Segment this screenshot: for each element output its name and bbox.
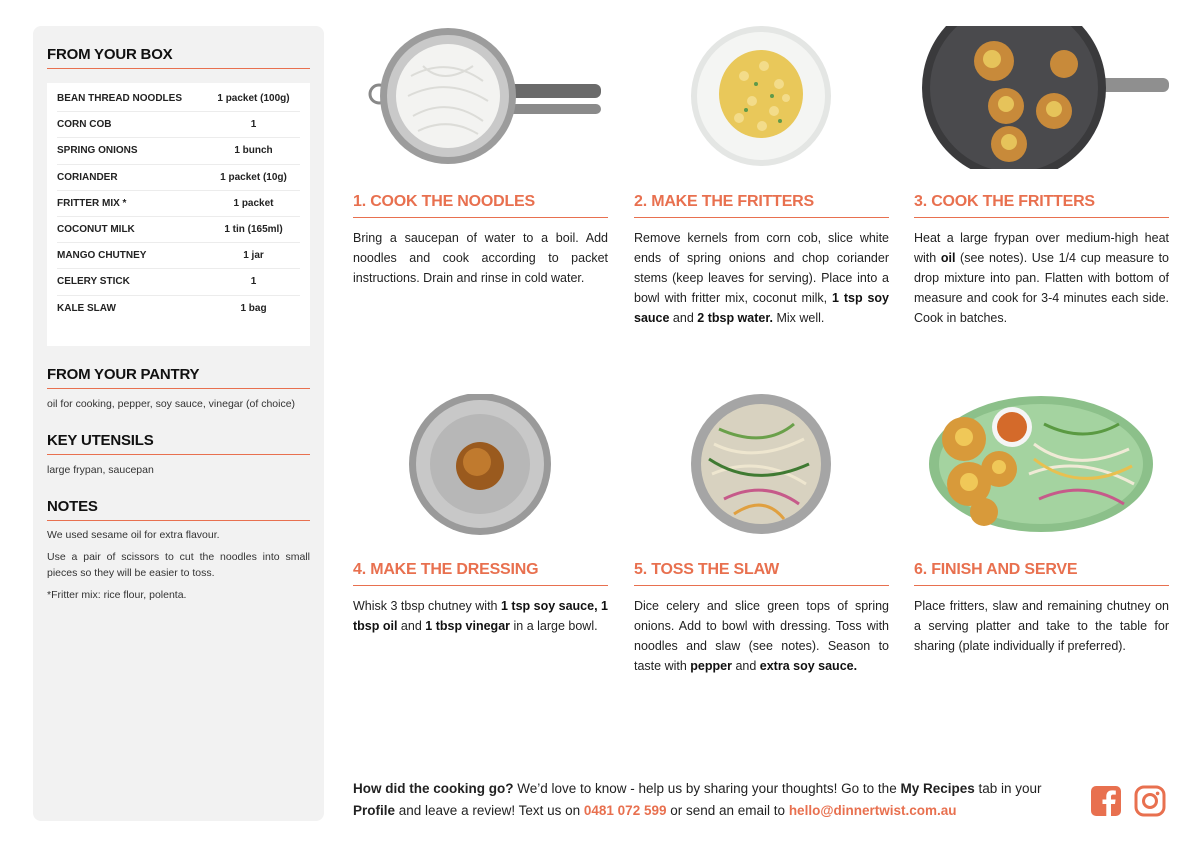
step-6-title: 6. FINISH AND SERVE (914, 561, 1169, 586)
step-5-title: 5. TOSS THE SLAW (634, 561, 889, 586)
contact-link[interactable]: 0481 072 599 (583, 803, 667, 818)
noodles-strainer-photo (353, 26, 608, 169)
ingredient-quantity: 1 packet (10g) (220, 171, 287, 183)
ingredient-row (57, 191, 300, 217)
box-title: FROM YOUR BOX (47, 46, 310, 69)
ingredient-quantity: 1 (250, 119, 257, 131)
text-run: and (731, 659, 760, 673)
ingredient-name: BEAN THREAD NOODLES (57, 93, 183, 105)
ingredient-quantity: 1 tin (165ml) (224, 224, 283, 236)
text-run: 1 tsp soy sauce, 1 tbsp oil (353, 599, 608, 633)
note-3: *Fritter mix: rice flour, polenta. (47, 588, 187, 601)
ingredient-row (57, 86, 300, 112)
step-3-title: 3. COOK THE FRITTERS (914, 193, 1169, 218)
text-run: How did the cooking go? (353, 781, 514, 796)
text-run: Remove kernels from corn cob, slice white ends of spring onions and chop coriander stems (keep leaves for serving). Place into a bowl with fritter mix, coconut milk, (634, 231, 889, 305)
ingredient-quantity: 1 packet (233, 197, 274, 209)
step-4-title: 4. MAKE THE DRESSING (353, 561, 608, 586)
step-4 (353, 394, 608, 636)
step-5-text (634, 596, 889, 676)
ingredient-row (57, 165, 300, 191)
pantry-section (47, 366, 310, 412)
step-4-text (353, 596, 608, 636)
text-run: and leave a review! Text us on (395, 803, 584, 818)
ingredient-name: KALE SLAW (57, 303, 116, 315)
text-run: tab in your (974, 781, 1042, 796)
review-footer (353, 778, 1078, 822)
step-3 (914, 26, 1169, 328)
step-2 (634, 26, 889, 328)
utensils-title: KEY UTENSILS (47, 432, 310, 455)
step-1-title: 1. COOK THE NOODLES (353, 193, 608, 218)
ingredient-name: CORN COB (57, 119, 112, 131)
ingredient-row (57, 112, 300, 138)
step-2-title: 2. MAKE THE FRITTERS (634, 193, 889, 218)
instagram-icon[interactable] (1134, 785, 1166, 817)
note-2: Use a pair of scissors to cut the noodles into small pieces so they will be easier to toss. (47, 550, 310, 579)
text-run: Dice celery and slice green tops of spring onions. Add to bowl with dressing. Toss with noodles and slaw (see notes). Season to taste with (634, 599, 889, 673)
step-1-text (353, 228, 608, 288)
ingredient-name: CELERY STICK (57, 276, 130, 288)
ingredient-name: SPRING ONIONS (57, 145, 138, 157)
text-run: or send an email to (666, 803, 789, 818)
ingredient-quantity: 1 packet (100g) (217, 93, 290, 105)
ingredient-quantity: 1 bunch (234, 145, 273, 157)
note-1: We used sesame oil for extra flavour. (47, 528, 220, 541)
step-3-text (914, 228, 1169, 328)
ingredient-name: CORIANDER (57, 171, 118, 183)
text-run: Heat a large frypan over medium-high heat with (914, 231, 1169, 265)
utensils-section (47, 432, 310, 478)
step-1 (353, 26, 608, 288)
fritter-mix-bowl-photo (634, 26, 889, 169)
text-run: (see notes). Use 1/4 cup measure to drop mixture into pan. Flatten with bottom of measure and cook for 3-4 minutes each side. Cook in batches. (914, 251, 1169, 325)
ingredient-quantity: 1 jar (243, 250, 264, 262)
contact-link[interactable]: hello@dinnertwist.com.au (788, 803, 957, 818)
pantry-text: oil for cooking, pepper, soy sauce, vinegar (of choice) (47, 397, 296, 410)
ingredient-name: MANGO CHUTNEY (57, 250, 147, 262)
ingredient-row (57, 243, 300, 269)
text-run: 2 tbsp water. (697, 311, 773, 325)
ingredients-sidebar (33, 26, 324, 821)
text-run: My Recipes (900, 781, 975, 796)
ingredient-row (57, 217, 300, 243)
serving-platter-photo (914, 394, 1169, 537)
notes-section (47, 498, 310, 603)
text-run: Bring a saucepan of water to a boil. Add noodles and cook according to packet instructions. Drain and rinse in cold water. (353, 231, 608, 285)
text-run: oil (940, 251, 956, 265)
ingredient-name: COCONUT MILK (57, 224, 135, 236)
ingredient-quantity: 1 (250, 276, 257, 288)
utensils-text: large frypan, saucepan (47, 463, 154, 476)
step-6 (914, 394, 1169, 656)
text-run: 1 tsp soy sauce (634, 291, 889, 325)
ingredient-name: FRITTER MIX * (57, 197, 127, 209)
text-run: Mix well. (773, 311, 825, 325)
fritters-in-pan-photo (914, 26, 1169, 169)
step-5 (634, 394, 889, 676)
pantry-title: FROM YOUR PANTRY (47, 366, 310, 389)
text-run: and (669, 311, 698, 325)
ingredient-row (57, 296, 300, 322)
text-run: Profile (353, 803, 396, 818)
text-run: 1 tbsp vinegar (425, 619, 511, 633)
text-run: and (397, 619, 426, 633)
text-run: We’d love to know - help us by sharing your thoughts! Go to the (513, 781, 901, 796)
step-6-text (914, 596, 1169, 656)
text-run: Place fritters, slaw and remaining chutney on a serving platter and take to the table for sharing (plate individually if preferred). (914, 599, 1169, 653)
dressing-bowl-photo (353, 394, 608, 537)
box-ingredients-table (47, 83, 310, 346)
step-2-text (634, 228, 889, 328)
notes-title: NOTES (47, 498, 310, 521)
facebook-icon[interactable] (1090, 785, 1122, 817)
tossed-slaw-bowl-photo (634, 394, 889, 537)
text-run: in a large bowl. (510, 619, 598, 633)
ingredient-quantity: 1 bag (240, 303, 267, 315)
text-run: extra soy sauce. (759, 659, 858, 673)
text-run: pepper (690, 659, 732, 673)
ingredient-row (57, 138, 300, 164)
text-run: Whisk 3 tbsp chutney with (353, 599, 501, 613)
ingredient-row (57, 269, 300, 295)
